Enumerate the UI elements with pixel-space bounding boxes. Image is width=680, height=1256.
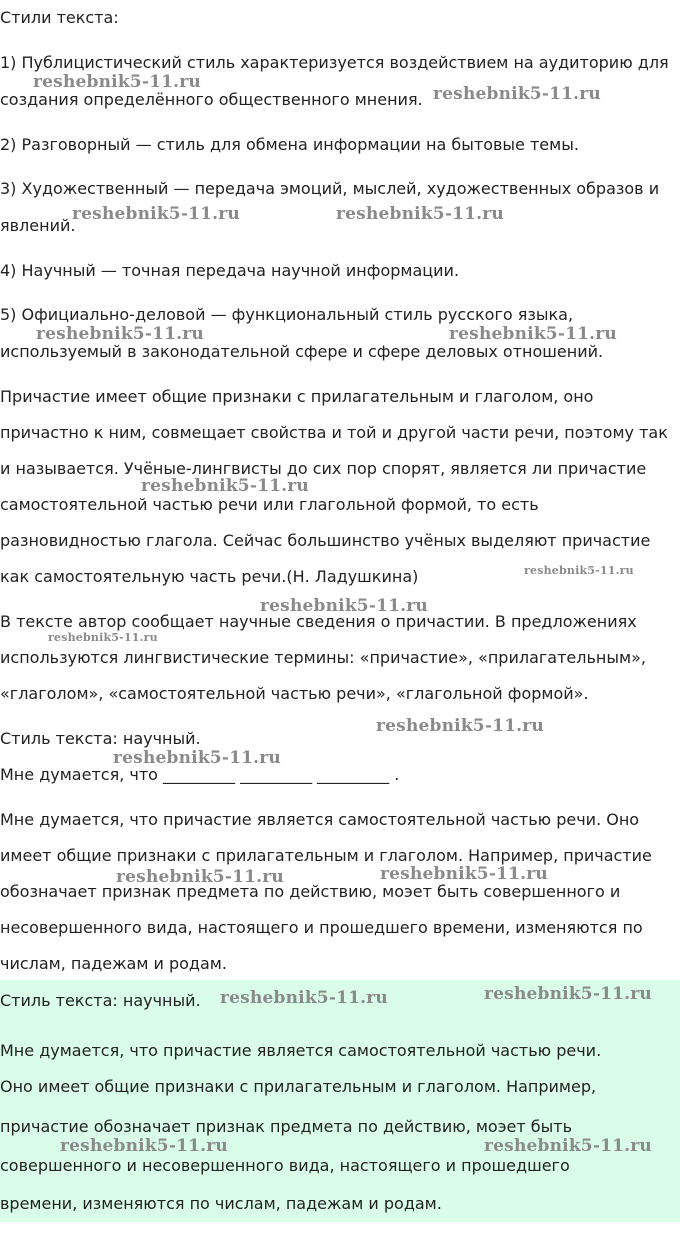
answer-line: Стиль текста: научный. xyxy=(0,991,201,1010)
text-line: причастно к ним, совмещает свойства и той и другой части речи, поэтому так xyxy=(0,423,668,442)
style-item-official: 5) Официально-деловой — функциональный стиль русского языка, xyxy=(0,305,574,324)
opinion-line: обозначает признак предмета по действию, моэет быть совершенного и xyxy=(0,882,621,901)
answer-line: Оно имеет общие признаки с прилагательным и глаголом. Например, xyxy=(0,1077,597,1096)
watermark: reshebnik5-11.ru xyxy=(36,324,204,344)
watermark: reshebnik5-11.ru xyxy=(260,596,428,616)
opinion-line: числам, падежам и родам. xyxy=(0,954,227,973)
opinion-line: несовершенного вида, настоящего и прошедшего времени, изменяются по xyxy=(0,918,643,937)
watermark: reshebnik5-11.ru xyxy=(484,984,652,1004)
style-item-colloquial: 2) Разговорный — стиль для обмена информации на бытовые темы. xyxy=(0,135,579,154)
text-line: самостоятельной частью речи или глагольной формой, то есть xyxy=(0,495,539,514)
watermark: reshebnik5-11.ru xyxy=(220,988,388,1008)
opinion-line: имеет общие признаки с прилагательным и глаголом. Например, причастие xyxy=(0,846,652,865)
watermark: reshebnik5-11.ru xyxy=(484,1136,652,1156)
analysis-line: В тексте автор сообщает научные сведения о причастии. В предложениях xyxy=(0,612,637,631)
style-item-artistic-cont: явлений. xyxy=(0,216,76,235)
watermark: reshebnik5-11.ru xyxy=(116,867,284,887)
answer-box xyxy=(0,980,680,1222)
answer-line: времени, изменяются по числам, падежам и родам. xyxy=(0,1194,442,1213)
styles-heading: Стили текста: xyxy=(0,8,119,27)
style-item-publicistic-cont: создания определённого общественного мнения. xyxy=(0,90,423,109)
style-item-artistic: 3) Художественный — передача эмоций, мыслей, художественных образов и xyxy=(0,179,660,198)
watermark: reshebnik5-11.ru xyxy=(433,84,601,104)
text-line: Причастие имеет общие признаки с прилагательным и глаголом, оно xyxy=(0,387,594,406)
answer-line: Мне думается, что причастие является самостоятельной частью речи. xyxy=(0,1041,602,1060)
text-line: как самостоятельную часть речи.(Н. Ладушкина) xyxy=(0,567,419,586)
watermark: reshebnik5-11.ru xyxy=(33,72,201,92)
answer-line: причастие обозначает признак предмета по действию, моэет быть xyxy=(0,1117,572,1136)
text-line: и называется. Учёные-лингвисты до сих пор спорят, является ли причастие xyxy=(0,459,647,478)
watermark: reshebnik5-11.ru xyxy=(380,864,548,884)
style-item-publicistic: 1) Публицистический стиль характеризуется воздействием на аудиторию для xyxy=(0,53,669,72)
analysis-line: используются лингвистические термины: «причастие», «прилагательным», xyxy=(0,648,646,667)
watermark: reshebnik5-11.ru xyxy=(141,476,309,496)
style-item-official-cont: используемый в законодательной сфере и сфере деловых отношений. xyxy=(0,342,604,361)
style-item-scientific: 4) Научный — точная передача научной информации. xyxy=(0,261,460,280)
watermark: reshebnik5-11.ru xyxy=(72,204,240,224)
opinion-line: Мне думается, что причастие является самостоятельной частью речи. Оно xyxy=(0,810,640,829)
watermark: reshebnik5-11.ru xyxy=(376,716,544,736)
analysis-line: «глаголом», «самостоятельной частью речи», «глагольной формой». xyxy=(0,684,589,703)
watermark: reshebnik5-11.ru xyxy=(336,204,504,224)
watermark: reshebnik5-11.ru xyxy=(48,631,158,644)
answer-line: совершенного и несовершенного вида, настоящего и прошедшего xyxy=(0,1156,570,1175)
style-conclusion: Стиль текста: научный. xyxy=(0,729,201,748)
watermark: reshebnik5-11.ru xyxy=(113,748,281,768)
text-line: разновидностью глагола. Сейчас большинство учёных выделяют причастие xyxy=(0,531,651,550)
watermark: reshebnik5-11.ru xyxy=(524,564,634,577)
watermark: reshebnik5-11.ru xyxy=(449,324,617,344)
fill-in-template: Мне думается, что _________ _________ _________ . xyxy=(0,765,400,784)
watermark: reshebnik5-11.ru xyxy=(60,1136,228,1156)
